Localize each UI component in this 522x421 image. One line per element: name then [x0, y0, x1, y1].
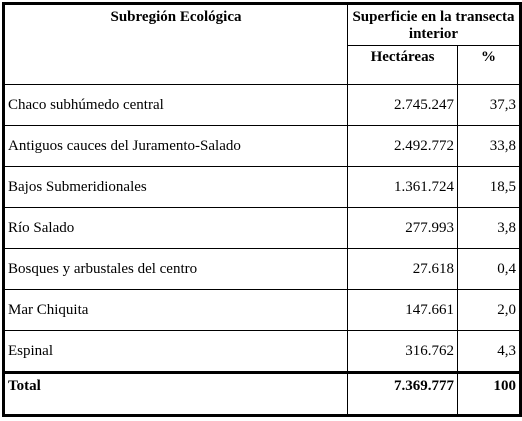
- table-row: [4, 85, 521, 126]
- total-label: Total: [4, 373, 348, 416]
- header-hectares: Hectáreas: [348, 46, 458, 85]
- row-subregion-name: Río Salado: [4, 208, 348, 249]
- row-percent: 4,3: [458, 331, 521, 373]
- row-percent: 0,4: [458, 249, 521, 290]
- table-row: [4, 126, 521, 167]
- table-row: [4, 167, 521, 208]
- row-hectares: 277.993: [348, 208, 458, 249]
- row-percent: 3,8: [458, 208, 521, 249]
- row-percent: 37,3: [458, 85, 521, 126]
- row-hectares: 27.618: [348, 249, 458, 290]
- row-hectares: 2.492.772: [348, 126, 458, 167]
- table-row: [4, 331, 521, 373]
- row-hectares: 147.661: [348, 290, 458, 331]
- row-subregion-name: Mar Chiquita: [4, 290, 348, 331]
- table-row: [4, 290, 521, 331]
- total-row: [4, 373, 521, 416]
- header-percent: %: [458, 46, 521, 85]
- total-percent: 100: [458, 373, 521, 416]
- table-row: [4, 249, 521, 290]
- row-subregion-name: Bajos Submeridionales: [4, 167, 348, 208]
- row-subregion-name: Espinal: [4, 331, 348, 373]
- ecological-subregion-table-container: [2, 2, 519, 419]
- header-surface: Superficie en la transecta interior: [348, 4, 521, 46]
- total-hectares: 7.369.777: [348, 373, 458, 416]
- ecological-subregion-table: [2, 2, 522, 417]
- row-hectares: 1.361.724: [348, 167, 458, 208]
- header-subregion: Subregión Ecológica: [4, 4, 348, 85]
- row-percent: 2,0: [458, 290, 521, 331]
- row-hectares: 316.762: [348, 331, 458, 373]
- row-subregion-name: Bosques y arbustales del centro: [4, 249, 348, 290]
- row-percent: 33,8: [458, 126, 521, 167]
- row-percent: 18,5: [458, 167, 521, 208]
- row-subregion-name: Chaco subhúmedo central: [4, 85, 348, 126]
- table-row: [4, 208, 521, 249]
- row-hectares: 2.745.247: [348, 85, 458, 126]
- row-subregion-name: Antiguos cauces del Juramento-Salado: [4, 126, 348, 167]
